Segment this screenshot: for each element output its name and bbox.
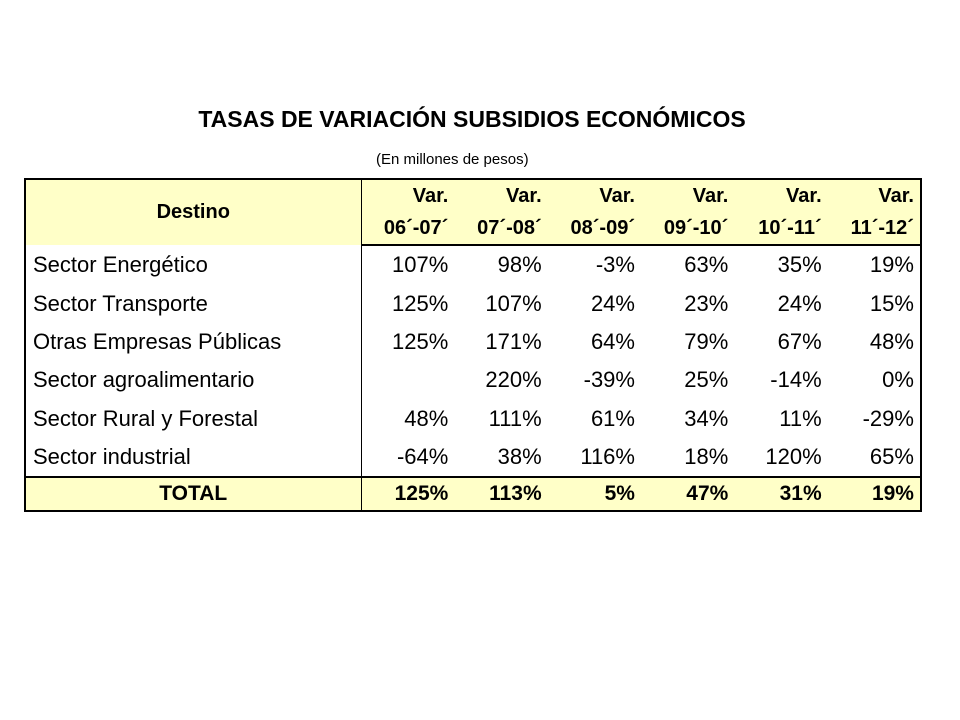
cell-value: 0% <box>882 367 914 393</box>
cell-value: 18% <box>684 444 729 470</box>
cell-value: 171% <box>485 328 542 354</box>
cell-value: 98% <box>497 252 542 278</box>
cell-value: 35% <box>777 252 822 278</box>
cell-value: 111% <box>488 405 542 431</box>
row-name: Sector Rural y Forestal <box>25 400 361 438</box>
cell-value: -64% <box>396 444 449 470</box>
total-value: 5% <box>548 477 641 511</box>
cell-value: 67% <box>777 328 822 354</box>
variation-rates-table <box>24 178 922 512</box>
total-row <box>25 477 921 511</box>
table-header <box>25 179 921 245</box>
cell-value: 125% <box>392 328 449 354</box>
cell-value: 64% <box>590 328 635 354</box>
header-var: Var. <box>786 184 822 207</box>
header-var: Var. <box>599 184 635 207</box>
table-row <box>25 438 921 477</box>
cell-value: 220% <box>485 367 542 393</box>
cell-value: 23% <box>684 290 729 316</box>
cell-value: 107% <box>392 252 449 278</box>
header-destino: Destino <box>25 179 361 245</box>
cell-value: 38% <box>497 444 542 470</box>
table-row <box>25 323 921 361</box>
cell-value: -39% <box>583 367 635 393</box>
cell-value: -14% <box>770 367 822 393</box>
cell-value: 65% <box>869 444 914 470</box>
cell-value <box>361 361 454 399</box>
table-subtitle: (En millones de pesos) <box>376 151 529 168</box>
table-row <box>25 245 921 284</box>
table-row <box>25 361 921 399</box>
table-title: TASAS DE VARIACIÓN SUBSIDIOS ECONÓMICOS <box>198 106 746 132</box>
cell-value: 61% <box>590 405 635 431</box>
total-value: 31% <box>734 477 827 511</box>
header-var: Var. <box>506 184 542 207</box>
cell-value: 48% <box>404 405 449 431</box>
cell-value: 79% <box>684 328 729 354</box>
cell-value: 116% <box>580 444 635 470</box>
row-name: Sector Transporte <box>25 284 361 322</box>
cell-value: 34% <box>684 405 729 431</box>
cell-value: 120% <box>765 444 822 470</box>
table-row <box>25 400 921 438</box>
header-var: Var. <box>878 184 914 207</box>
cell-value: 11% <box>779 405 822 431</box>
header-period: 07´-08´ <box>454 212 547 245</box>
cell-value: 107% <box>485 290 542 316</box>
total-value: 19% <box>828 477 921 511</box>
cell-value: 15% <box>869 290 914 316</box>
table-footer <box>25 477 921 511</box>
header-period: 09´-10´ <box>641 212 734 245</box>
total-value: 125% <box>361 477 454 511</box>
total-label: TOTAL <box>25 477 361 511</box>
cell-value: -29% <box>862 405 914 431</box>
cell-value: -3% <box>595 252 635 278</box>
cell-value: 48% <box>869 328 914 354</box>
cell-value: 125% <box>392 290 449 316</box>
row-name: Sector Energético <box>25 245 361 284</box>
row-name: Otras Empresas Públicas <box>25 323 361 361</box>
header-var: Var. <box>412 184 449 207</box>
table-row <box>25 284 921 322</box>
header-period: 10´-11´ <box>734 212 827 245</box>
cell-value: 24% <box>777 290 822 316</box>
cell-value: 19% <box>869 252 914 278</box>
header-row-var <box>25 179 921 212</box>
cell-value: 25% <box>684 367 729 393</box>
row-name: Sector industrial <box>25 438 361 477</box>
header-period: 08´-09´ <box>548 212 641 245</box>
header-period: 11´-12´ <box>828 212 921 245</box>
header-period: 06´-07´ <box>361 212 454 245</box>
header-var: Var. <box>692 184 729 207</box>
cell-value: 24% <box>590 290 635 316</box>
total-value: 113% <box>454 477 547 511</box>
row-name: Sector agroalimentario <box>25 361 361 399</box>
total-value: 47% <box>641 477 734 511</box>
cell-value: 63% <box>684 252 729 278</box>
table-body <box>25 245 921 477</box>
